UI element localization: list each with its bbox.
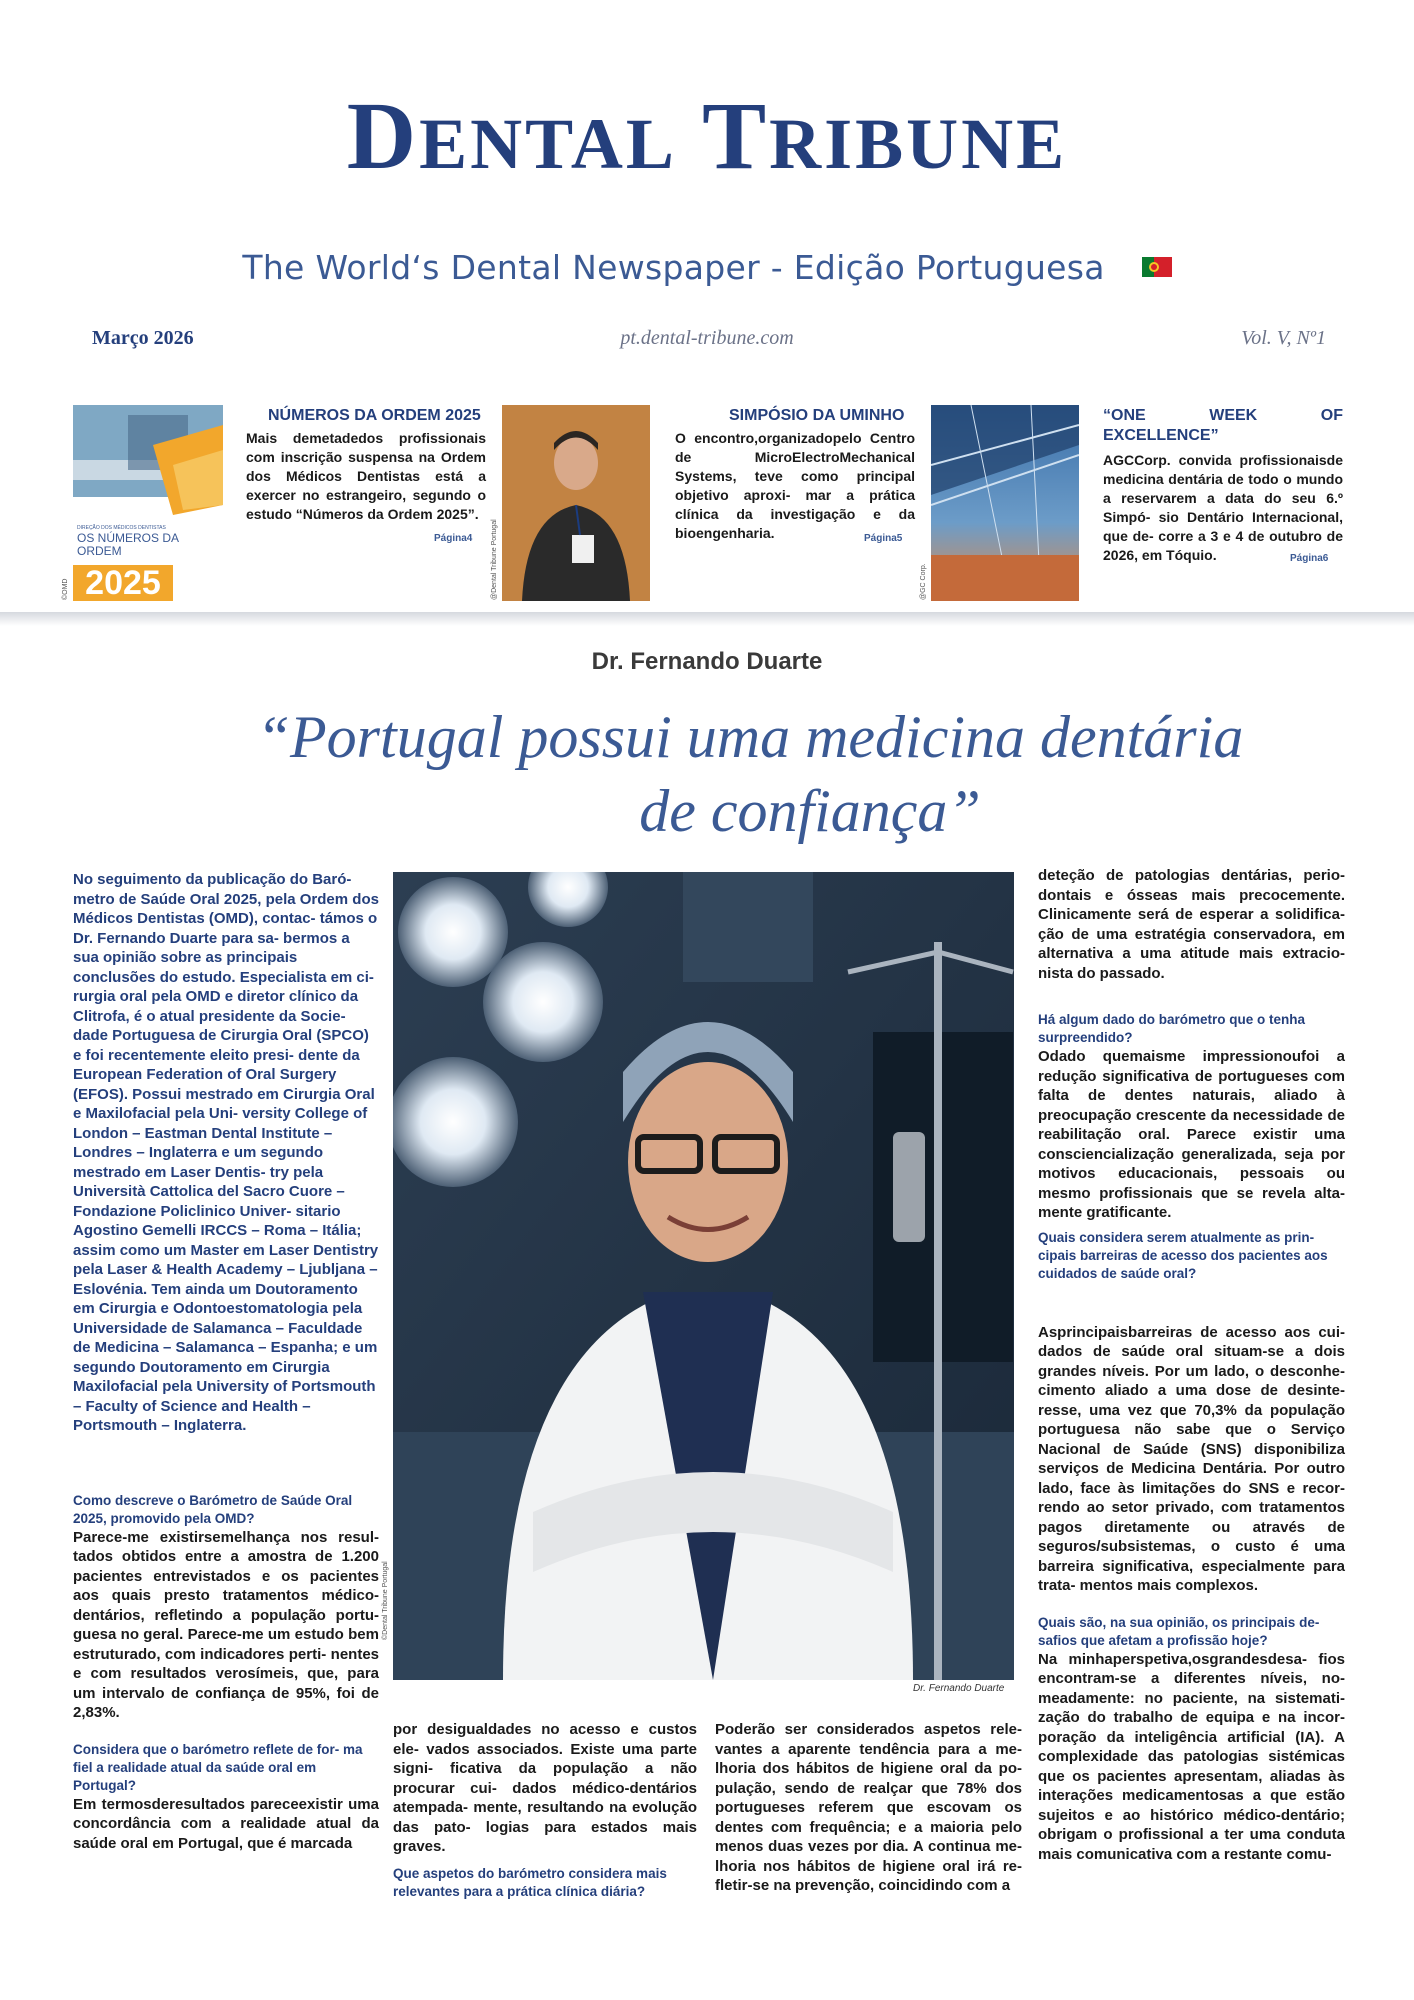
cover-small-label: DIREÇÃO DOS MÉDICOS DENTISTAS bbox=[77, 525, 166, 531]
interview-answer: Poderão ser considerados aspetos rele- vantes a aparente tendência para a me- lhoria dos hábitos de higiene oral da po- pulação, sendo de realçar que 78% dos portugueses referem que escovam os dentes com frequência; e a maioria pelo menos duas vezes por dia. A continua me- lhoria nos hábitos de higiene oral irá re- fletir-se na prevenção, coincidindo com a bbox=[715, 1721, 1022, 1894]
interview-question: Considera que o barómetro reflete de for- ma fiel a realidade atual da saúde oral em Portugal? bbox=[73, 1741, 363, 1793]
issue-date: Março 2026 bbox=[92, 327, 194, 349]
photo-caption: Dr. Fernando Duarte bbox=[913, 1683, 1005, 1694]
portugal-flag-icon bbox=[1142, 257, 1172, 277]
image-credit: ©OMD bbox=[62, 578, 69, 600]
page-reference[interactable]: Página6 bbox=[1290, 553, 1329, 564]
interview-question: Há algum dado do barómetro que o tenha surpreendido? bbox=[1038, 1012, 1306, 1045]
masthead-word: RIBUNE bbox=[769, 104, 1068, 184]
masthead-title bbox=[0, 82, 1414, 189]
building-photo bbox=[931, 405, 1079, 601]
masthead-subtitle bbox=[0, 248, 1414, 287]
image-credit: @Dental Tribune Portugal bbox=[491, 519, 498, 600]
masthead-word: ENTAL bbox=[419, 104, 677, 184]
interview-answer: Asprincipaisbarreiras de acesso aos cui- dados de saúde oral situam-se a dois grandes níveis. Por um lado, o desconhe- cimento aliado a uma dose de desinte- resse, uma vez que 70,3% da população portuguesa não sabe que o Serviço Nacional de Saúde (SNS) disponibiliza serviços de Medicina Dentária. Por outro lado, face às limitações do SNS e recor- rendo ao setor privado, com tratamentos pagos diretamente ou através de seguros/subsistemas, o custo é uma barreira significativa, especialmente para trata- mentos mais complexos. bbox=[1038, 1323, 1345, 1594]
article-headline bbox=[150, 700, 1350, 848]
page-reference[interactable]: Página4 bbox=[434, 533, 473, 544]
interview-question: Como descreve o Barómetro de Saúde Oral 2025, promovido pela OMD? bbox=[73, 1492, 353, 1526]
article-column-2 bbox=[393, 1720, 697, 1901]
teaser-title[interactable]: “ONE WEEK OF EXCELLENCE” bbox=[1103, 407, 1343, 444]
interview-answer: por desigualdades no acesso e custos ele- vados associados. Existe uma parte signi- ficativa da população a não procurar cui- dados médico-dentários atempada- mente, resultando na evolução das pato- logias para estados mais graves. bbox=[393, 1721, 697, 1855]
interview-answer: deteção de patologias dentárias, perio- dontais e ósseas mais precocemente. Clinicamente será de esperar a solidifica- ção de uma estratégia conservadora, em alternativa a uma atitude mais extracio- nista do passado. bbox=[1038, 867, 1345, 982]
interview-question: Quais são, na sua opinião, os principais de- safios que afetam a profissão hoje? bbox=[1038, 1614, 1320, 1648]
interview-answer: Odado quemaisme impressionoufoi a redução significativa de portugueses com falta de dentes naturais, aliado à preocupação crescente da necessidade de reabilitação oral. Parece existir uma consciencialização generalizada, seja por motivos educacionais, pessoais ou mesmo profissionais que se revela alta- mente gratificante. bbox=[1038, 1048, 1345, 1221]
cover-year: 2025 bbox=[73, 565, 173, 601]
article-lead: No seguimento da publicação do Baró- metro de Saúde Oral 2025, pela Ordem dos Médicos Dentistas (OMD), contac- támos o Dr. Fernando Duarte para sa- bermos a sua opinião sobre as principais conclusões do estudo. Especialista em ci- rurgia oral pela OMD e diretor clínico da Clitrofa, é o atual presidente da Socie- dade Portuguesa de Cirurgia Oral (SPCO) e foi recentemente eleito presi- dente da European Federation of Oral Surgery (EFOS). Possui mestrado em Cirurgia Oral e Maxilofacial pela Uni- versity College of London – Eastman Dental Institute – Londres – Inglaterra e um segundo mestrado em Laser Dentis- try pela Università Cattolica del Sacro Cuore – Fondazione Policlinico Univer- sitario Agostino Gemelli IRCCS – Roma – Itália; assim como um Master em Laser Dentistry pela Laser & Health Academy – Ljubljana – Eslovénia. Tem ainda um Doutoramento em Cirurgia e Odontoestomatologia pela Universidade de Salamanca – Faculdade de Medicina – Salamanca – Espanha; e um segundo Doutoramento em Cirurgia Maxilofacial pela University of Portsmouth – Faculty of Science and Health – Portsmouth – Inglaterra. bbox=[73, 871, 379, 1434]
doctor-photo bbox=[393, 872, 1014, 1680]
image-credit: @GC Corp. bbox=[920, 563, 927, 600]
teaser-title[interactable]: SIMPÓSIO DA UMINHO bbox=[729, 407, 905, 424]
photo-credit: ©Dental Tribune Portugal bbox=[382, 1561, 389, 1640]
interview-question: Que aspetos do barómetro considera mais relevantes para a prática clínica diária? bbox=[393, 1865, 667, 1899]
teaser-body: O encontro,organizadopelo Centro de MicroElectroMechanical Systems, teve como principal objetivo aproxi- mar a prática clínica da investigação e da bioengenharia. bbox=[675, 430, 915, 541]
interview-answer: Na minhaperspetiva,osgrandesdesa- fios encontram-se a diferentes níveis, no- meadamente: no paciente, na sistemati- zação do trabalho de equipa e na incor- poração da inteligência artificial (IA). A complexidade das patologias sistémicas que os pacientes apresentam, aliadas às interações medicamentosas a que estão sujeitos e ao histórico médico-dentário; obrigam o profissional a ter uma conduta mais comunicativa com a restante comu- bbox=[1038, 1650, 1345, 1863]
headline-line: “Portugal possui uma medicina dentária bbox=[256, 704, 1244, 770]
portrait-photo bbox=[502, 405, 650, 601]
interviewee-name: Dr. Fernando Duarte bbox=[591, 648, 823, 675]
interview-question: Quais considera serem atualmente as prin- cipais barreiras de acesso dos pacientes aos cuidados de saúde oral? bbox=[1038, 1229, 1328, 1281]
volume-number: Vol. V, Nº1 bbox=[1241, 327, 1326, 349]
article-column-4 bbox=[1038, 866, 1345, 1864]
section-divider bbox=[0, 612, 1414, 626]
teaser-image-building[interactable] bbox=[931, 405, 1079, 601]
teaser-image-portrait[interactable] bbox=[502, 405, 650, 601]
interview-answer: Parece-me existirsemelhança nos resul- tados obtidos entre a amostra de 1.200 pacientes entrevistados e os pacientes aos quais presto tratamentos médico- dentários, refletindo a população portu- guesa no geral. Parece-me um estudo bem estruturado, com indicadores perti- nentes e com resultados verosímeis, que, para um intervalo de confiança de 95%, foi de 2,83%. bbox=[73, 1528, 379, 1721]
page-reference[interactable]: Página5 bbox=[864, 533, 903, 544]
teaser-body: AGCCorp. convida profissionaisde medicina dentária de todo o mundo a reservarem a data do seu 6.º Simpó- sio Dentário Internacional, que de- corre a 3 e 4 de outubro de 2026, em Tóquio. bbox=[1103, 452, 1343, 563]
cover-label: OS NÚMEROS DA ORDEM bbox=[77, 531, 179, 558]
teaser-image-omd[interactable] bbox=[73, 405, 223, 601]
article-column-1 bbox=[73, 870, 379, 1853]
teaser-title[interactable]: NÚMEROS DA ORDEM 2025 bbox=[268, 407, 481, 424]
surgeon-portrait-photo bbox=[393, 872, 1014, 1680]
headline-line: de confiança” bbox=[639, 778, 981, 844]
interview-answer: Em termosderesultados pareceexistir uma concordância com a realidade atual da saúde oral em Portugal, que é marcada bbox=[73, 1795, 379, 1852]
website-url[interactable]: pt.dental-tribune.com bbox=[620, 327, 794, 349]
masthead-letter: T bbox=[702, 82, 770, 189]
article-column-3 bbox=[715, 1720, 1022, 1896]
subtitle-text: The World‘s Dental Newspaper - Edição Portuguesa bbox=[242, 248, 1105, 287]
teaser-body: Mais demetadedos profissionais com inscrição suspensa na Ordem dos Médicos Dentistas está a exercer no estrangeiro, segundo o estudo “Números da Ordem 2025”. bbox=[246, 430, 486, 522]
masthead-letter: D bbox=[346, 82, 420, 189]
